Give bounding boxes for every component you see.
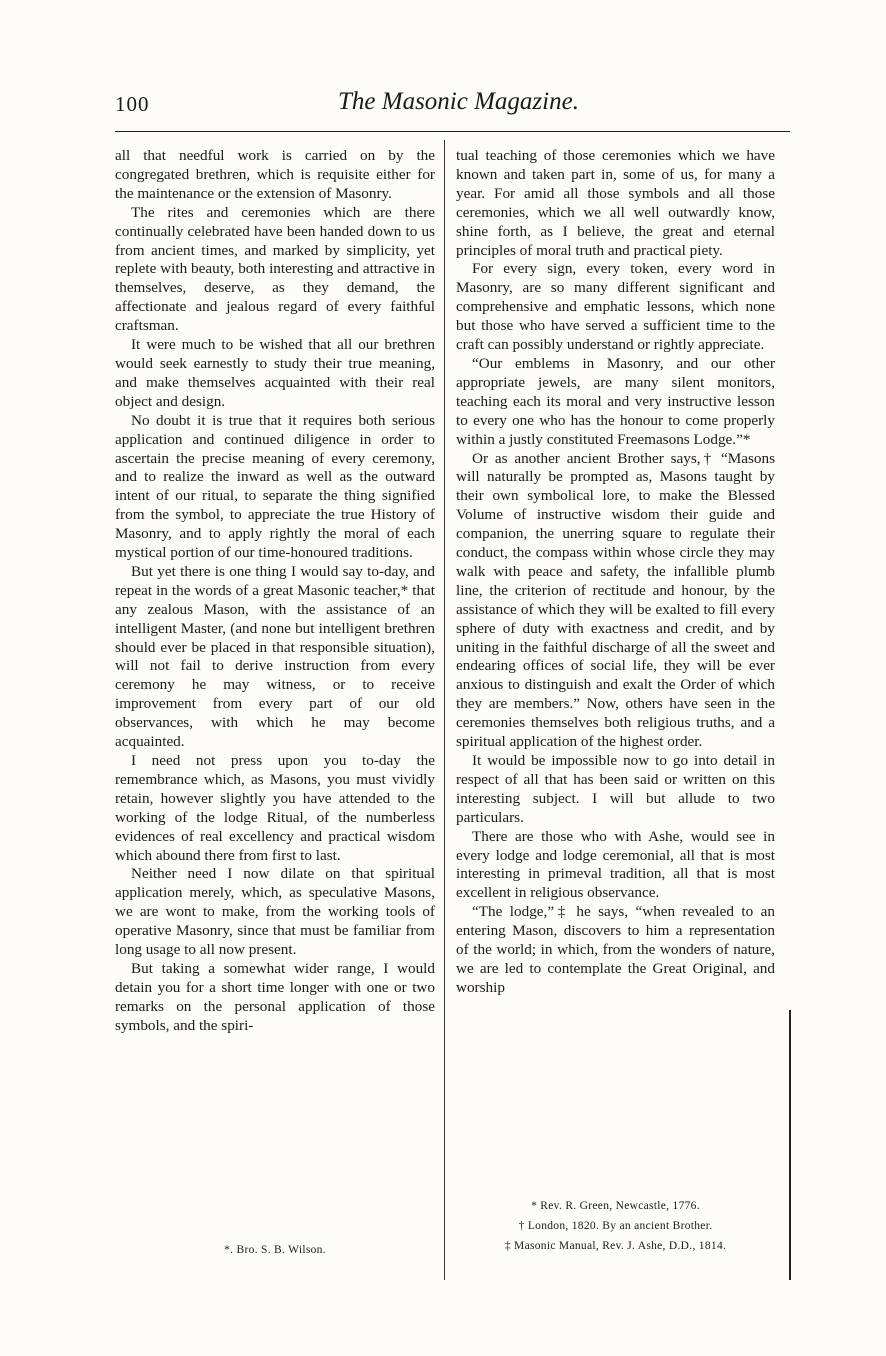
footnote: *. Bro. S. B. Wilson. [224, 1244, 326, 1256]
footnote: † London, 1820. By an ancient Brother. [518, 1220, 713, 1232]
left-column [115, 147, 435, 1036]
paragraph: For every sign, every token, every word in Masonry, are so many different significant and comprehensive and emphatic lessons, which none but those who have served a sufficient time to the craft can possibly understand or rightly appreciate. [456, 260, 775, 354]
paragraph: Or as another ancient Brother says,† “Masons will naturally be prompted as, Masons taught by their own symbolical lore, to make the Blessed Volume of instructive wisdom their guide and companion, the unerring square to regulate their conduct, the compass within whose circle they may walk with peace and safety, the infallible plumb line, the criterion of rectitude and honour, by the assistance of which they will be exalted to fill every sphere of duty with exactness and credit, and by uniting in the faithful discharge of all the sweet and endearing offices of social life, they will be ever anxious to distinguish and exalt the Order of which they are members.” Now, others have seen in the ceremonies themselves both religious truths, and a spiritual application of the highest order. [456, 449, 775, 751]
paragraph: I need not press upon you to-day the remembrance which, as Masons, you must vividly retain, however slightly you have attended to the working of the lodge Ritual, of the numberless evidences of real excellency and practical wisdom which abound there from first to last. [115, 752, 435, 864]
left-footnote [115, 1244, 435, 1256]
page-number: 100 [115, 92, 150, 116]
right-column [456, 147, 775, 998]
paragraph: It would be impossible now to go into detail in respect of all that has been said or written on this interesting subject. I will but allude to two particulars. [456, 752, 775, 826]
paragraph: “Our emblems in Masonry, and our other appropriate jewels, are many silent monitors, teaching each its moral and very instructive lesson to every one who has the honour to come properly within a justly constituted Freemasons Lodge.”* [456, 354, 775, 448]
paragraph: But taking a somewhat wider range, I would detain you for a short time longer with one or two remarks on the personal application of those symbols, and the spiri- [115, 959, 435, 1034]
footnote: * Rev. R. Green, Newcastle, 1776. [531, 1200, 700, 1212]
paragraph: There are those who with Ashe, would see in every lodge and lodge ceremonial, all that is most interesting in primeval tradition, all that is most excellent in religious observance. [456, 827, 775, 902]
paragraph: “The lodge,”‡ he says, “when revealed to an entering Mason, discovers to him a representation of the world; in which, from the wonders of nature, we are led to contemplate the Great Original, and worship [456, 903, 775, 996]
paragraph: all that needful work is carried on by the congregated brethren, which is requisite either for the maintenance or the extension of Masonry. [115, 147, 435, 202]
column-divider [444, 140, 445, 1280]
margin-rule [789, 1010, 791, 1280]
running-title: The Masonic Magazine. [338, 88, 579, 115]
paragraph: It were much to be wished that all our brethren would seek earnestly to study their true meaning, and make themselves acquainted with their real object and design. [115, 336, 435, 410]
right-footnotes [456, 1200, 775, 1260]
paragraph: But yet there is one thing I would say to-day, and repeat in the words of a great Masonic teacher,* that any zealous Mason, with the assistance of an intelligent Master, (and none but intelligent brethren should ever be placed in that responsible situation), will not fail to derive instruction from every ceremony he may witness, or to receive improvement from every part of our old observances, with which he may become acquainted. [115, 562, 435, 751]
paragraph: The rites and ceremonies which are there continually celebrated have been handed down to us from ancient times, and marked by simplicity, yet replete with beauty, both interesting and attractive in themselves, deserve, as they demand, the affectionate and jealous regard of every faithful craftsman. [115, 203, 435, 335]
paragraph: No doubt it is true that it requires both serious application and continued diligence in order to ascertain the precise meaning of every ceremony, and to realize the inward as well as the outward intent of our ritual, to separate the thing signified from the symbol, to appreciate the true History of Masonry, and to apply rightly the moral of each mystical portion of our time-honoured traditions. [115, 411, 435, 562]
paragraph: tual teaching of those ceremonies which we have known and taken part in, some of us, for many a year. For amid all those symbols and all those ceremonies, which we all well outwardly know, shine forth, as I believe, the great and eternal principles of moral truth and practical piety. [456, 147, 775, 259]
header-rule [115, 131, 790, 132]
footnote: ‡ Masonic Manual, Rev. J. Ashe, D.D., 1814. [504, 1240, 727, 1252]
paragraph: Neither need I now dilate on that spiritual application merely, which, as speculative Masons, we are wont to make, from the working tools of operative Masonry, since that must be familiar from long usage to all now present. [115, 865, 435, 959]
